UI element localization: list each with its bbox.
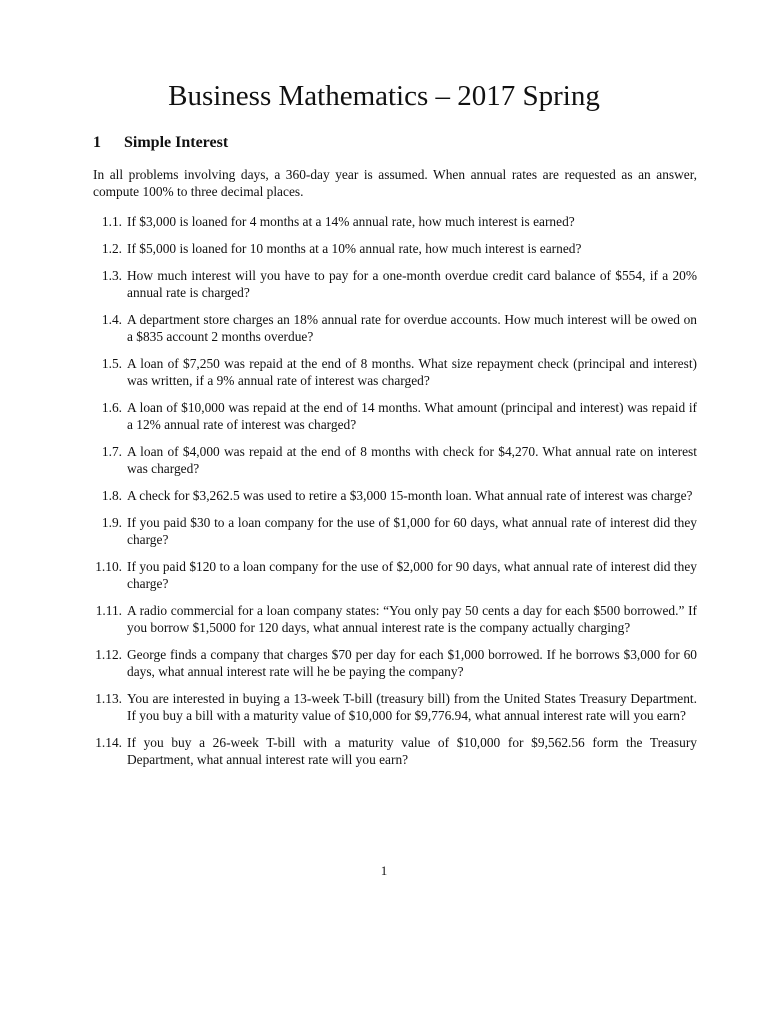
problem-text: George finds a company that charges $70 per day for each $1,000 borrowed. If he borrows $3,000 for 60 days, what annual interest rate will he be paying the company? <box>127 647 697 679</box>
problem-text: A radio commercial for a loan company states: “You only pay 50 cents a day for each $500 borrowed.” If you borrow $1,5000 for 120 days, what annual interest rate is the company actually charging? <box>127 603 697 635</box>
problem-list <box>93 213 697 778</box>
problem-item <box>93 734 697 768</box>
problem-item <box>93 690 697 724</box>
problem-number: 1.2. <box>101 241 122 256</box>
problem-number: 1.12. <box>95 647 122 662</box>
document-title: Business Mathematics – 2017 Spring <box>168 80 600 112</box>
problem-number: 1.8. <box>101 488 122 503</box>
problem-text: If you buy a 26-week T-bill with a maturity value of $10,000 for $9,562.56 form the Treasury Department, what annual interest rate will you earn? <box>127 735 697 767</box>
problem-number: 1.10. <box>95 559 122 574</box>
problem-text: A check for $3,262.5 was used to retire a $3,000 15-month loan. What annual rate of interest was charge? <box>127 488 693 503</box>
problem-item <box>93 514 697 548</box>
problem-item <box>93 240 697 257</box>
problem-number: 1.13. <box>95 691 122 706</box>
problem-item <box>93 646 697 680</box>
problem-item <box>93 399 697 433</box>
problem-text: A loan of $10,000 was repaid at the end of 14 months. What amount (principal and interest) was repaid if a 12% annual rate of interest was charged? <box>127 400 697 432</box>
intro-paragraph: In all problems involving days, a 360-day year is assumed. When annual rates are requested as an answer, compute 100% to three decimal places. <box>93 167 697 199</box>
section-title: Simple Interest <box>124 134 229 151</box>
problem-number: 1.4. <box>101 312 122 327</box>
problem-text: You are interested in buying a 13-week T-bill (treasury bill) from the United States Treasury Department. If you buy a bill with a maturity value of $10,000 for $9,776.94, what annual interest rate will you earn? <box>127 691 697 723</box>
problem-text: If you paid $120 to a loan company for the use of $2,000 for 90 days, what annual rate of interest did they charge? <box>127 559 697 591</box>
problem-item <box>93 487 697 504</box>
problem-number: 1.6. <box>101 400 122 415</box>
problem-item <box>93 602 697 636</box>
problem-number: 1.14. <box>95 735 122 750</box>
problem-number: 1.11. <box>95 603 122 618</box>
problem-text: If you paid $30 to a loan company for the use of $1,000 for 60 days, what annual rate of interest did they charge? <box>127 515 697 547</box>
problem-text: A loan of $7,250 was repaid at the end of 8 months. What size repayment check (principal and interest) was written, if a 9% annual rate of interest was charged? <box>127 356 697 388</box>
problem-item <box>93 213 697 230</box>
problem-item <box>93 558 697 592</box>
problem-item <box>93 443 697 477</box>
problem-item <box>93 355 697 389</box>
problem-number: 1.7. <box>101 444 122 459</box>
problem-text: A department store charges an 18% annual rate for overdue accounts. How much interest will be owed on a $835 account 2 months overdue? <box>127 312 697 344</box>
problem-text: If $5,000 is loaned for 10 months at a 10% annual rate, how much interest is earned? <box>127 241 582 256</box>
problem-text: If $3,000 is loaned for 4 months at a 14% annual rate, how much interest is earned? <box>127 214 575 229</box>
problem-number: 1.1. <box>101 214 122 229</box>
problem-item <box>93 311 697 345</box>
problem-number: 1.3. <box>101 268 122 283</box>
section-number: 1 <box>93 134 101 151</box>
problem-number: 1.5. <box>101 356 122 371</box>
problem-text: How much interest will you have to pay for a one-month overdue credit card balance of $554, if a 20% annual rate is charged? <box>127 268 697 300</box>
problem-text: A loan of $4,000 was repaid at the end of 8 months with check for $4,270. What annual rate on interest was charged? <box>127 444 697 476</box>
problem-number: 1.9. <box>101 515 122 530</box>
section-heading <box>93 134 228 152</box>
problem-item <box>93 267 697 301</box>
page-number: 1 <box>380 863 388 878</box>
